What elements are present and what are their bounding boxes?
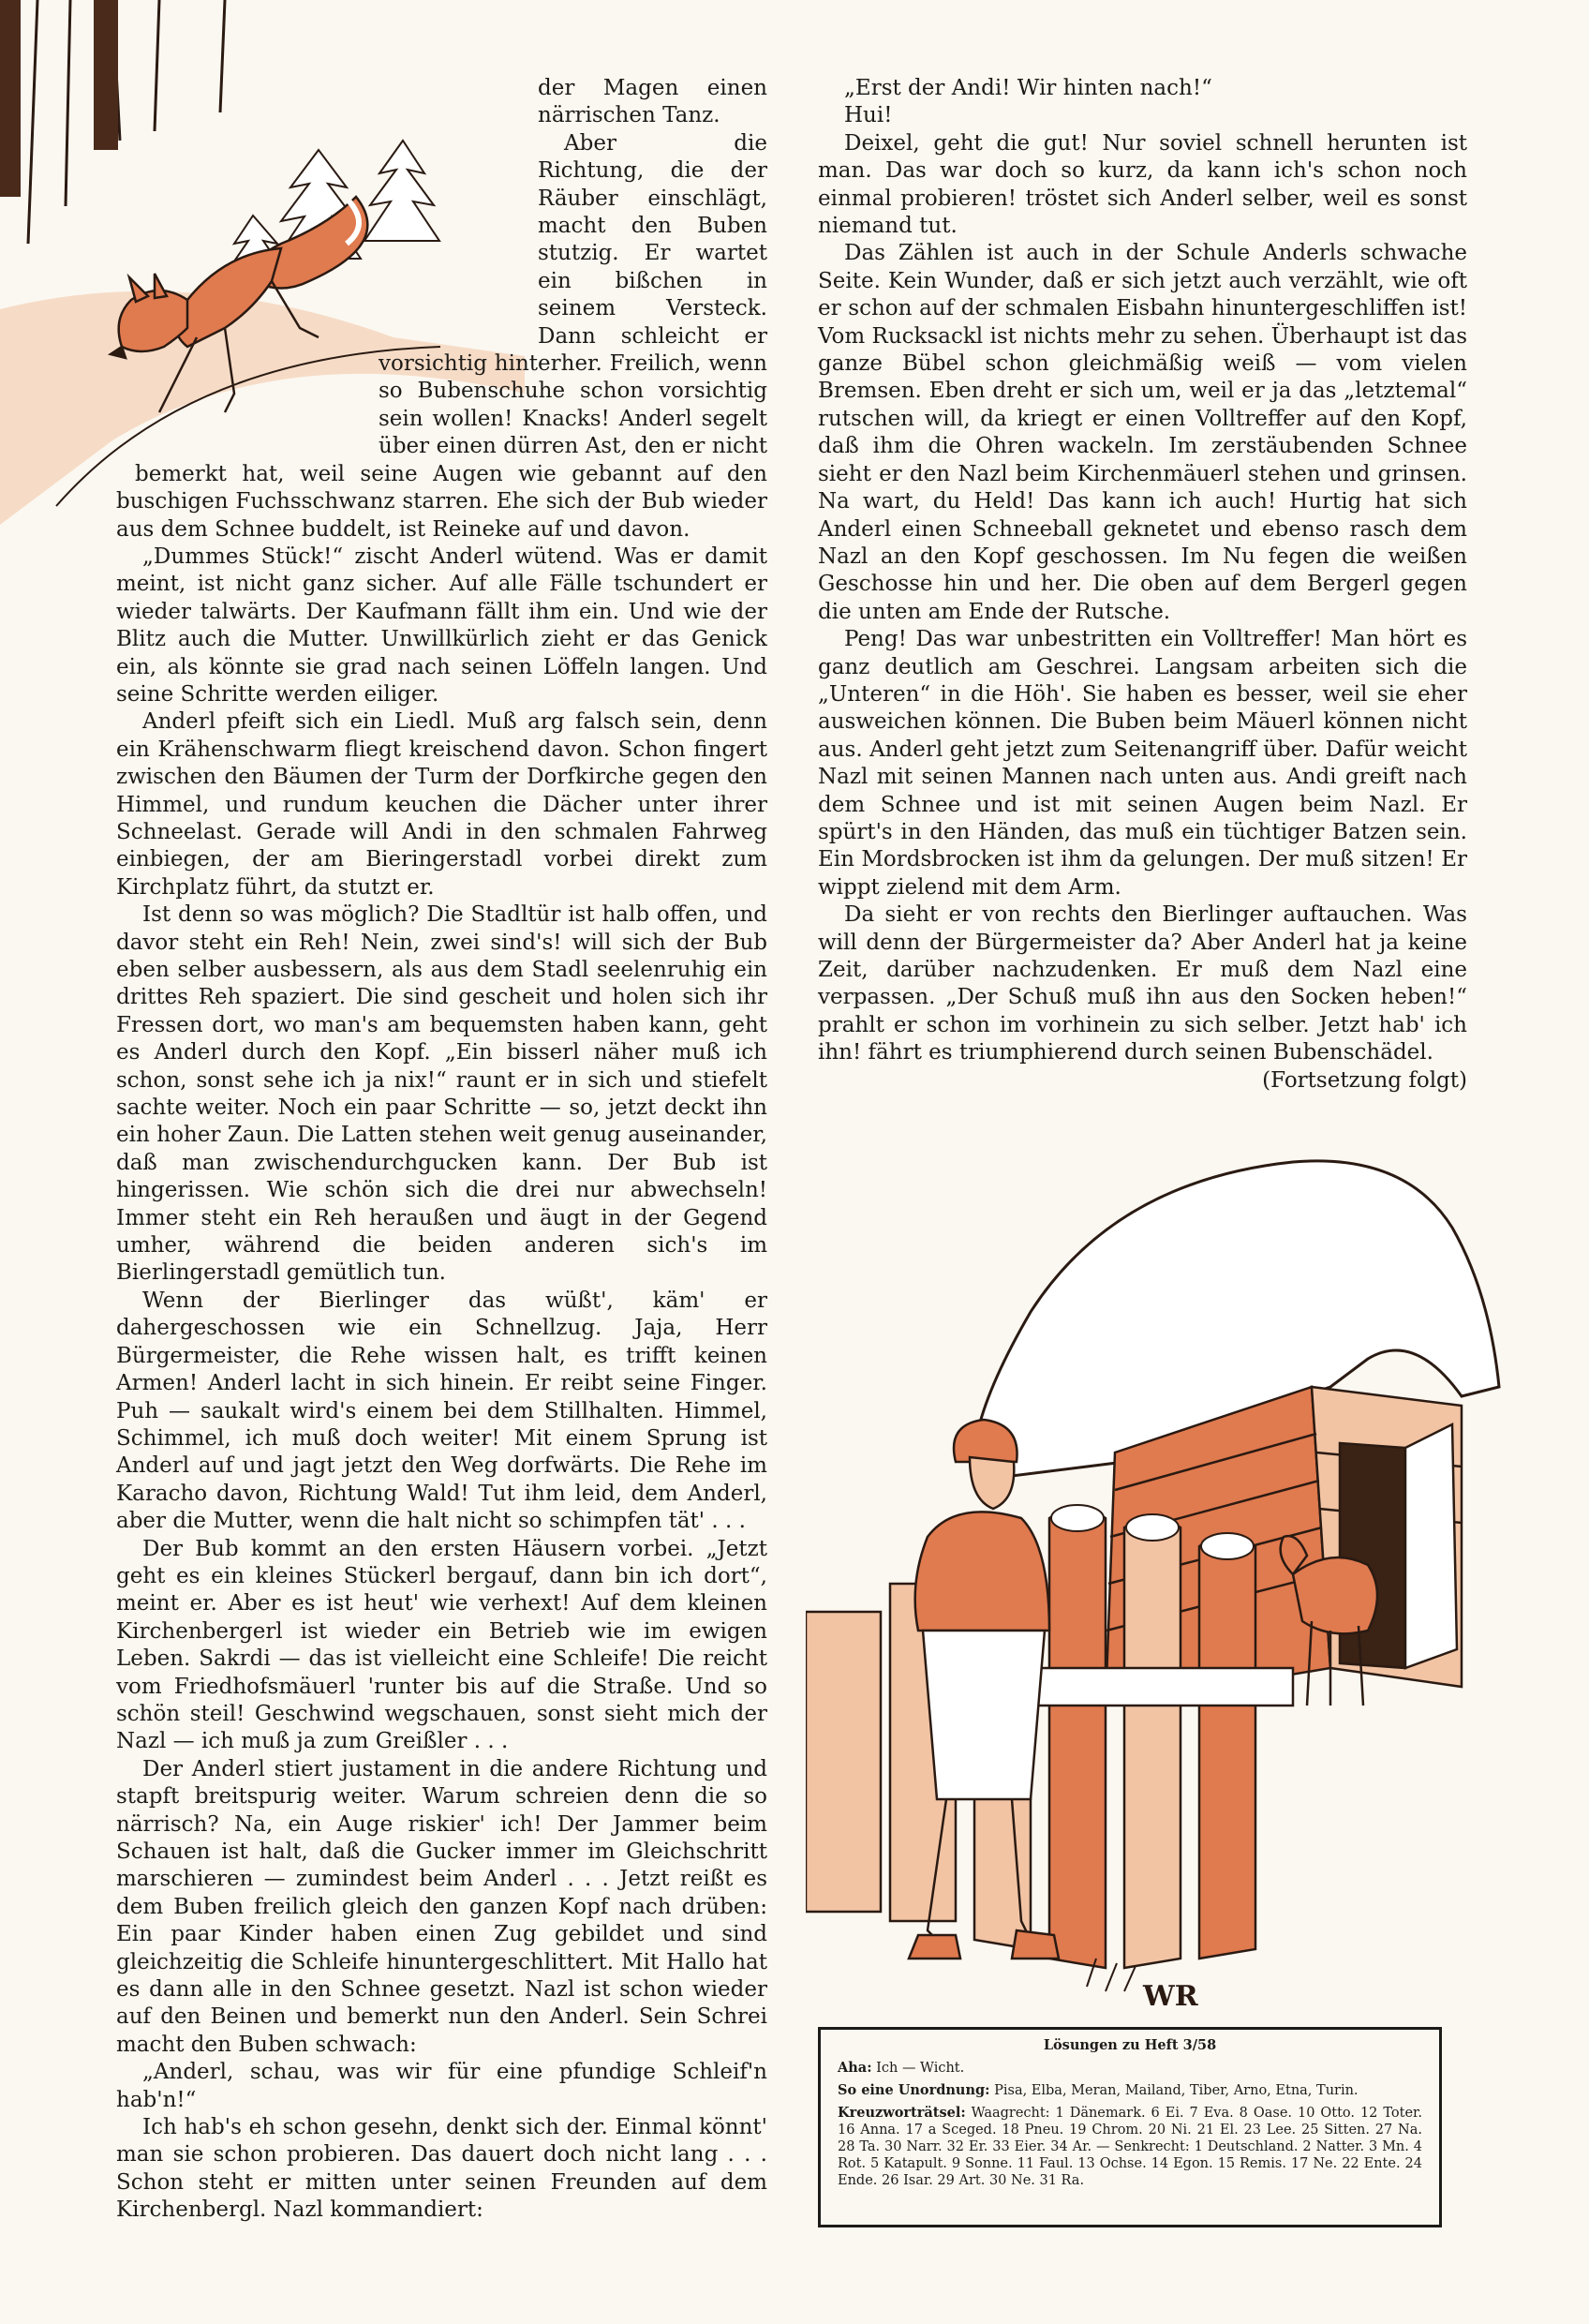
- paragraph: Ist denn so was möglich? Die Stadltür ist halb offen, und davor steht ein Reh! Nein, zwei sind's! will sich der Bub eben selber ausbessern, als aus dem Stadl seelenruhig ein drittes Reh spaziert. Die sind gescheit und holen sich ihr Fressen dort, wo man's am bequemsten haben kann, geht es Anderl durch den Kopf. „Ein bisserl näher muß ich schon, sonst sehe ich ja nix!“ raunt er in sich und stiefelt sachte weiter. Noch ein paar Schritte — so, jetzt deckt ihn ein hoher Zaun. Die Latten stehen weit genug auseinander, daß man zwischendurchgucken kann. Der Bub ist hingerissen. Wie schön sich die drei nur abwechseln! Immer steht ein Reh heraußen und äugt in der Gegend umher, während die beiden anderen sich's im Bierlingerstadl gemütlich tun.: [116, 902, 767, 1286]
- solution-aha: [838, 2060, 1422, 2077]
- solution-text: Ich — Wicht.: [876, 2061, 965, 2076]
- solutions-box: [818, 2027, 1442, 2227]
- paragraph: Da sieht er von rechts den Bierlinger auftauchen. Was will denn der Bürgermeister da? Aber Anderl hat ja keine Zeit, darüber nachzudenken. Er muß dem Nazl eine verpassen. „Der Schuß muß ihn aus den Socken heben!“ prahlt er schon im vorhinein zu sich selber. Jetzt hab' ich ihn! fährt es triumphierend durch seinen Bubenschädel.: [818, 902, 1467, 1065]
- paragraph: Das Zählen ist auch in der Schule Anderls schwache Seite. Kein Wunder, daß er sich jetzt auch verzählt, wie oft er schon auf der schmalen Eisbahn hinuntergeschliffen ist! Vom Rucksackl ist nichts mehr zu sehen. Überhaupt ist das ganze Bübel schon gleichmäßig weiß — vom vielen Bremsen. Eben dreht er sich um, weil er ja das „letztemal“ rutschen will, da kriegt er einen Volltreffer auf den Kopf, daß ihm die Ohren wackeln. Im zerstäubenden Schnee sieht er den Nazl beim Kirchenmäuerl stehen und grinsen. Na wart, du Held! Das kann ich auch! Hurtig hat sich Anderl einen Schneeball geknetet und ebenso rasch dem Nazl an den Kopf geschossen. Im Nu fegen die weißen Geschosse hin und her. Die oben auf dem Bergerl gegen die unten am Ende der Rutsche.: [818, 241, 1467, 624]
- paragraph: Peng! Das war unbestritten ein Volltreffer! Man hört es ganz deutlich am Geschrei. Langsam arbeiten sich die „Unteren“ in die Höh'. Sie haben es besser, weil sie eher ausweichen können. Die Buben beim Mäuerl können nicht aus. Anderl geht jetzt zum Seitenangriff über. Dafür weicht Nazl mit seinen Mannen nach unten aus. Andi greift nach dem Schnee und ist mit seinen Augen beim Nazl. Er spürt's in den Händen, das muß ein tüchtiger Batzen sein. Ein Mordsbrocken ist ihm da gelungen. Der muß sitzen! Er wippt zielend mit dem Arm.: [818, 627, 1467, 900]
- paragraph: „Dummes Stück!“ zischt Anderl wütend. Was er damit meint, ist nicht ganz sicher. Auf alle Fälle tschundert er wieder talwärts. Der Kaufmann fällt ihm ein. Und wie der Blitz auch die Mutter. Unwillkürlich zieht er das Genick ein, als könnte sie grad nach seinen Löffeln langen. Und seine Schritte werden eiliger.: [116, 544, 767, 707]
- solution-text: Waagrecht: 1 Dänemark. 6 Ei. 7 Eva. 8 Oase. 10 Otto. 12 Toter. 16 Anna. 17 a Sceged. 18 Pneu. 19 Chrom. 20 Ni. 21 El. 23 Lee. 25 Sitten. 27 Na. 28 Ta. 30 Narr. 32 Er. 33 Eier. 34 Ar. — Senkrecht: 1 Deutschland. 2 Natter. 3 Mn. 4 Rot. 5 Katapult. 9 Sonne. 11 Faul. 13 Ochse. 14 Egon. 15 Remis. 17 Ne. 22 Ente. 24 Ende. 26 Isar. 29 Art. 30 Ne. 31 Ra.: [838, 2106, 1422, 2188]
- continuation-note: (Fortsetzung folgt): [1262, 1067, 1467, 1093]
- illustration-signature: WR: [1143, 1980, 1198, 2013]
- solutions-title: Lösungen zu Heft 3/58: [1043, 2037, 1217, 2053]
- paragraph: „Anderl, schau, was wir für eine pfundige Schleif'n hab'n!“: [116, 2060, 767, 2112]
- solution-text: Pisa, Elba, Meran, Mailand, Tiber, Arno, Etna, Turin.: [994, 2083, 1359, 2098]
- paragraph: Wenn der Bierlinger das wüßt', käm' er dahergeschossen wie ein Schnellzug. Jaja, Herr Bürgermeister, die Rehe wissen halt, es trifft keinen Armen! Anderl lacht in sich hinein. Er reibt seine Finger. Puh — saukalt wird's einem bei dem Stillhalten. Himmel, Schimmel, ich muß doch weiter! Mit einem Sprung ist Anderl auf und jagt jetzt den Weg dorfwärts. Die Rehe im Karacho davon, Richtung Wald! Tut ihm leid, dem Anderl, aber die Mutter, wenn die halt nicht so schimpfen tät' . . .: [116, 1288, 767, 1534]
- article-left-column: [116, 75, 767, 2225]
- solution-kreuzwortraetsel: [838, 2105, 1422, 2189]
- paragraph: Der Bub kommt an den ersten Häusern vorbei. „Jetzt geht es ein kleines Stückerl bergauf, dann bin ich dort“, meint er. Aber es ist heut' wie verhext! Auf dem kleinen Kirchenbergerl ist wieder ein Betrieb wie im ewigen Leben. Sakrdi — das ist vielleicht eine Schleife! Die reicht vom Friedhofsmäuerl 'runter bis auf die Straße. Und so schön steil! Geschwind wegschauen, sonst sieht mich der Nazl — ich muß ja zum Greißler . . .: [116, 1536, 767, 1754]
- solution-label: Kreuzworträtsel:: [838, 2105, 966, 2121]
- paragraph: der Magen einen närrischen Tanz.: [538, 76, 767, 128]
- article-right-column: [818, 75, 1467, 1095]
- solution-label: So eine Unordnung:: [838, 2082, 990, 2098]
- solution-unordnung: [838, 2082, 1422, 2099]
- paragraph: „Erst der Andi! Wir hinten nach!“: [844, 76, 1212, 100]
- paragraph: Ich hab's eh schon gesehn, denkt sich der. Einmal könnt' man sie schon probieren. Das dauert doch nicht lang . . . Schon steht er mitten unter seinen Freunden auf dem Kirchenbergl. Nazl kommandiert:: [116, 2115, 767, 2223]
- paragraph: Anderl pfeift sich ein Liedl. Muß arg falsch sein, denn ein Krähenschwarm fliegt kreischend davon. Schon fingert zwischen den Bäumen der Turm der Dorfkirche gegen den Himmel, und rundum keuchen die Dächer unter ihrer Schneelast. Gerade will Andi in den schmalen Fahrweg einbiegen, der am Bieringerstadl vorbei direkt zum Kirchplatz führt, da stutzt er.: [116, 709, 767, 900]
- paragraph: Aber die Richtung, die der Räuber einschlägt, macht den Buben stutzig. Er wartet ein bißchen in seinem Versteck. Dann schleicht er vorsichtig hinterher. Freilich, wenn so Bubenschuhe schon vorsichtig sein wollen! Knacks! Anderl segelt über einen dürren Ast, den er nicht bemerkt hat, weil seine Augen wie gebannt auf den buschigen Fuchsschwanz starren. Ehe sich der Bub wieder aus dem Schnee buddelt, ist Reineke auf und davon.: [116, 130, 767, 542]
- paragraph: Deixel, geht die gut! Nur soviel schnell herunten ist man. Das war doch so kurz, da kann ich's schon noch einmal probieren! tröstet sich Anderl selber, weil es sonst niemand tut.: [818, 130, 1467, 239]
- paragraph: Der Anderl stiert justament in die andere Richtung und stapft breitspurig weiter. Warum schreien denn die so närrisch? Na, ein Auge riskier' ich! Der Jammer beim Schauen ist halt, daß die Gucker immer im Gleichschritt marschieren — zumindest beim Anderl . . . Jetzt reißt es dem Buben freilich gleich den ganzen Kopf nach drüben: Ein paar Kinder haben einen Zug gebildet und sind gleichzeitig die Schleife hinuntergeschlittert. Mit Hallo hat es dann alle in den Schnee gesetzt. Nazl ist schon wieder auf den Beinen und bemerkt nun den Anderl. Sein Schrei macht den Buben schwach:: [116, 1756, 767, 2057]
- paragraph: Hui!: [844, 103, 893, 128]
- barn-deer-boy-illustration: [806, 1143, 1574, 2015]
- solution-label: Aha:: [838, 2060, 872, 2076]
